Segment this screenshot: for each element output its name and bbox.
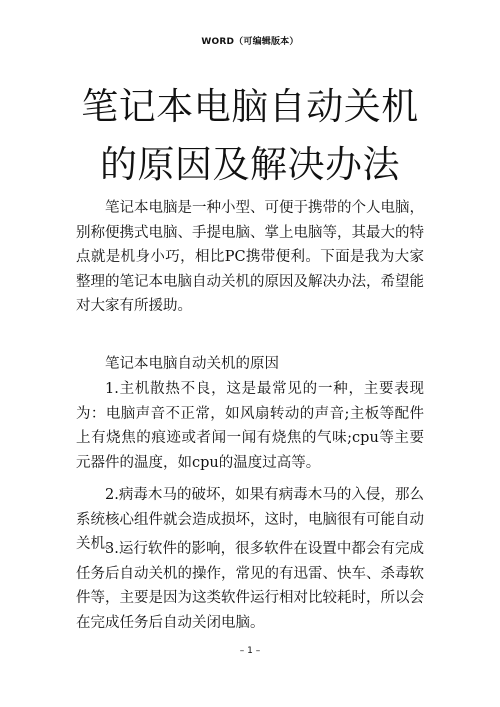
title-line-2: 的原因及解决办法 (100, 143, 400, 186)
page-number: – 1 – (239, 646, 261, 656)
section-heading: 笔记本电脑自动关机的原因 (105, 356, 279, 372)
reason-paragraph-3: 3.运行软件的影响，很多软件在设置中都会有完成任务后自动关机的操作，常见的有迅雷、快车、杀毒软件等，主要是因为这类软件运行相对比较耗时，所以会在完成任务后自动关闭电脑。 (76, 541, 424, 631)
title-line-1: 笔记本电脑自动关机 (81, 85, 419, 128)
reason-paragraph-1: 1.主机散热不良，这是最常见的一种，主要表现为：电脑声音不正常，如风扇转动的声音;主板等配件上有烧焦的痕迹或者闻一闻有烧焦的气味;cpu等主要元器件的温度，如cpu的温度过高等。 (76, 381, 424, 471)
document-title (60, 78, 440, 194)
page-header: WORD（可编辑版本） (201, 37, 299, 47)
intro-paragraph: 笔记本电脑是一种小型、可便于携带的个人电脑，别称便携式电脑、手提电脑、掌上电脑等，其最大的特点就是机身小巧，相比PC携带便利。下面是我为大家整理的笔记本电脑自动关机的原因及解决办法，希望能对大家有所援助。 (76, 200, 424, 314)
reason-paragraph-2: 2.病毒木马的破坏，如果有病毒木马的入侵，那么系统核心组件就会造成损坏，这时，电脑很有可能自动关机。 (76, 487, 424, 552)
